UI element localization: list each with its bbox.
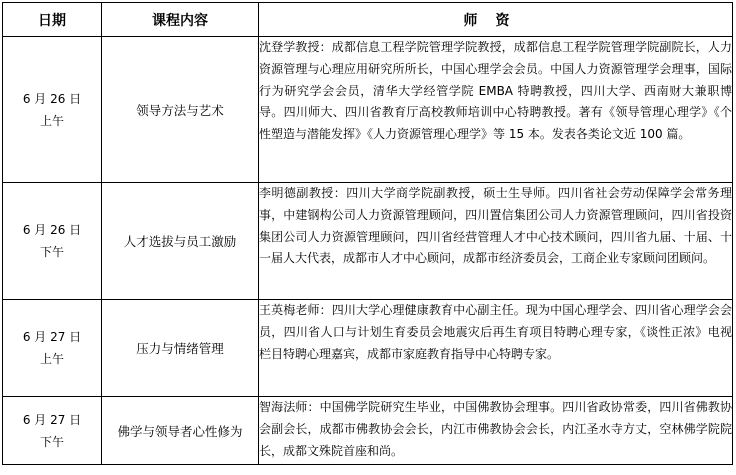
course-cell: 人才选拔与员工激励 [102, 183, 259, 300]
course-cell: 领导方法与艺术 [102, 37, 259, 183]
course-cell: 佛学与领导者心性修为 [102, 397, 259, 465]
date-cell [3, 37, 102, 183]
course-schedule-table [2, 2, 733, 465]
date-text: 6 月 27 日 [22, 330, 82, 344]
header-date: 日期 [3, 3, 102, 37]
date-text: 6 月 27 日 [22, 412, 82, 427]
date-cell [3, 183, 102, 300]
header-row [3, 3, 733, 37]
table-row [3, 183, 733, 300]
table-row [3, 37, 733, 183]
teacher-cell: 李明德副教授：四川大学商学院副教授，硕士生导师。四川省社会劳动保障学会常务理事，中建钢构公司人力资源管理顾问，四川置信集团公司人力资源管理顾问，四川省投资集团公司人力资源管理顾问，四川省经营管理人才中心技术顾问，四川省九届、十届、十一届人大代表，成都市人才中心顾问，成都市经济委员会，工商企业专家顾问团顾问。 [259, 183, 733, 300]
table-row [3, 300, 733, 397]
table-row [3, 397, 733, 465]
period-text: 上午 [39, 113, 64, 128]
period-text: 下午 [39, 434, 64, 449]
period-text: 下午 [39, 245, 64, 259]
date-text: 6 月 26 日 [22, 223, 82, 237]
header-teacher: 师资 [259, 3, 733, 37]
course-cell: 压力与情绪管理 [102, 300, 259, 397]
teacher-cell: 沈登学教授：成都信息工程学院管理学院教授，成都信息工程学院管理学院副院长，人力资源管理与心理应用研究所所长，中国心理学会会员。中国人力资源管理学会理事，国际行为研究学会会员，清华大学经管学院 EMBA 特聘教授，四川大学、西南财大兼职博导。四川师大、四川省教育厅高校教师培训中心特聘教授。著有《领导管理心理学》《个性塑造与潜能发挥》《人力资源管理心理学》等 15 本。发表各类论文近 100 篇。 [259, 37, 733, 183]
period-text: 上午 [39, 352, 64, 366]
teacher-cell: 王英梅老师：四川大学心理健康教育中心副主任。现为中国心理学会、四川省心理学会会员，四川省人口与计划生育委员会地震灾后再生育项目特聘心理专家，《谈性正浓》电视栏目特聘心理嘉宾，成都市家庭教育指导中心特聘专家。 [259, 300, 733, 397]
date-cell [3, 300, 102, 397]
date-cell [3, 397, 102, 465]
date-text: 6 月 26 日 [22, 91, 82, 106]
header-course: 课程内容 [102, 3, 259, 37]
teacher-cell: 智海法师：中国佛学院研究生毕业，中国佛教协会理事。四川省政协常委，四川省佛教协会副会长，成都市佛教协会会长，内江市佛教协会会长，内江圣水寺方丈，空林佛学院院长，成都文殊院首座和尚。 [259, 397, 733, 465]
